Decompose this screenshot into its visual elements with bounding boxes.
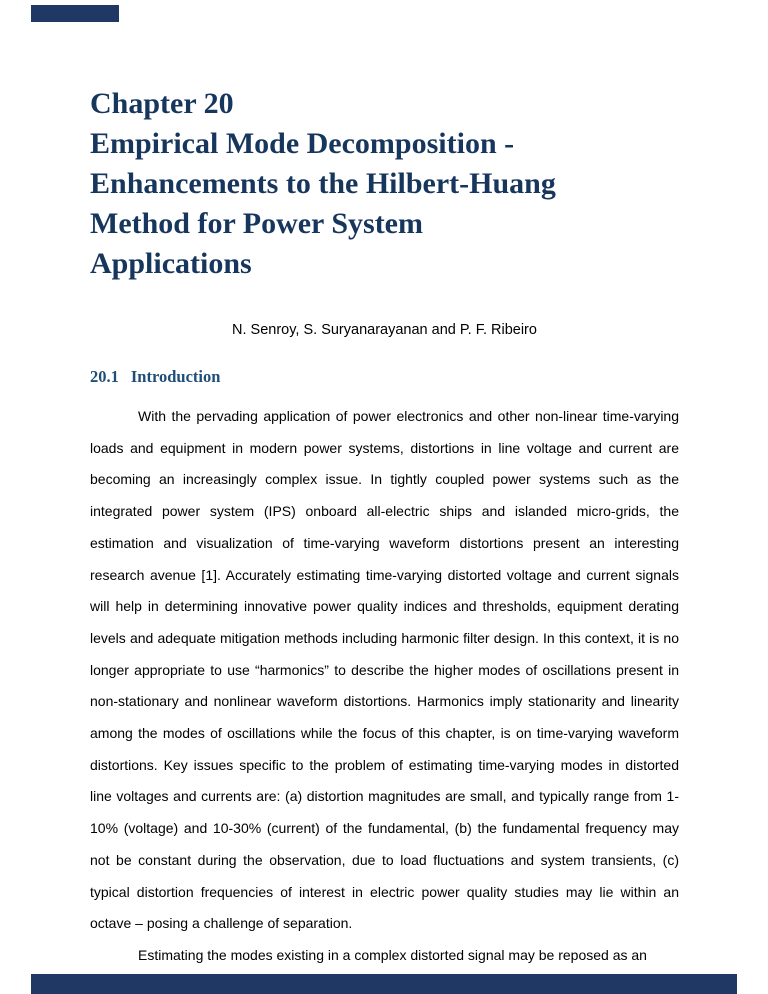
body-paragraph: Estimating the modes existing in a complex distorted signal may be reposed as an [138,946,647,963]
chapter-title [90,84,679,284]
page-edge-top [31,5,119,22]
section-heading-title: Introduction [130,367,221,386]
chapter-title-line: Applications [90,247,252,280]
body-paragraph: With the pervading application of power electronics and other non-linear time-varying loads and equipment in modern power systems, distortions in line voltage and current are becoming an increasingly complex issue. In tightly coupled power systems such as the integrated power system (IPS) onboard all-electric ships and islanded micro-grids, the estimation and visualization of time-varying waveform distortions present an interesting research avenue [1]. Accurately estimating time-varying distorted voltage and current signals will help in determining innovative power quality indices and thresholds, equipment derating levels and adequate mitigation methods including harmonic filter design. In this context, it is no longer appropriate to use “harmonics” to describe the higher modes of oscillations present in non-stationary and nonlinear waveform distortions. Harmonics imply stationarity and linearity among the modes of oscillations while the focus of this chapter, is on time-varying waveform distortions. Key issues specific to the problem of estimating time-varying modes in distorted line voltages and currents are: (a) distortion magnitudes are small, and typically range from 1-10% (voltage) and 10-30% (current) of the fundamental, (b) the fundamental frequency may not be constant during the observation, due to load fluctuations and system transients, (c) typical distortion frequencies of interest in electric power quality studies may lie within an octave – posing a challenge of separation. [90,408,679,932]
section-heading [90,367,679,387]
authors-line: N. Senroy, S. Suryanarayanan and P. F. Ribeiro [232,322,537,338]
chapter-title-line: Method for Power System [90,207,423,240]
page-content [90,84,679,972]
page-edge-bottom [31,974,737,994]
chapter-title-line: Enhancements to the Hilbert-Huang [90,167,556,200]
section-heading-number: 20.1 [90,367,119,386]
chapter-title-line: Chapter 20 [90,87,234,120]
chapter-title-line: Empirical Mode Decomposition - [90,127,515,160]
